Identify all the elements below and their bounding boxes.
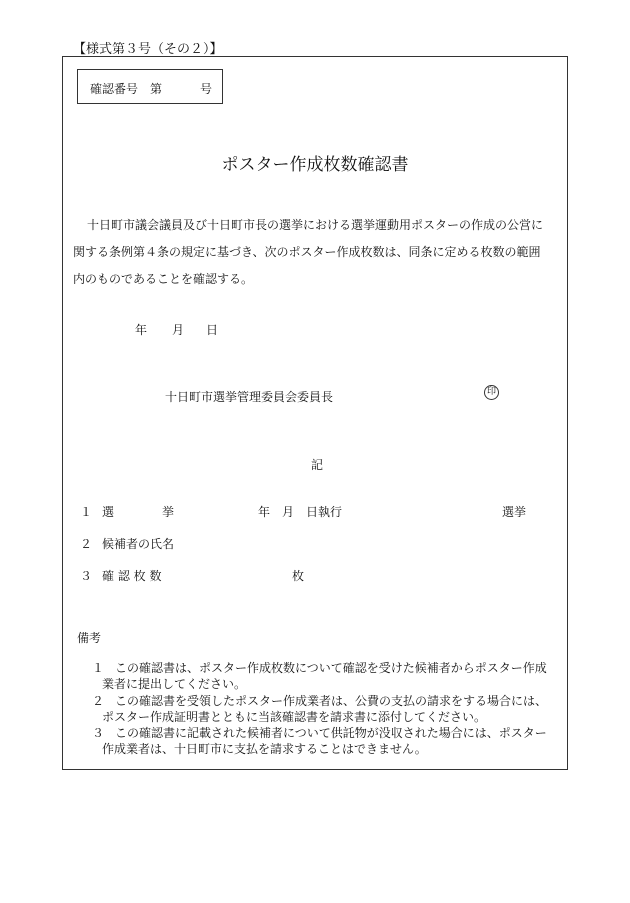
- sheet-count-unit: 枚: [292, 569, 305, 583]
- date-month-label: 月: [172, 323, 185, 337]
- remark-text: この確認書に記載された候補者について供託物が没収された場合には、ポスター: [115, 726, 547, 740]
- confirmation-number-label: 確認番号: [90, 82, 139, 96]
- seal-mark: 印: [484, 385, 499, 400]
- number-prefix: 第: [150, 82, 163, 96]
- election-date-label: 年 月 日執行: [258, 505, 343, 519]
- confirmation-number-box: [77, 69, 223, 104]
- confirmed-count-label: 確 認 枚 数: [102, 569, 162, 583]
- document-title: ポスター作成枚数確認書: [221, 155, 409, 175]
- number-suffix: 号: [200, 82, 213, 96]
- remark-text-continued: 業者に提出してください。: [102, 677, 247, 691]
- election-suffix: 選挙: [502, 505, 527, 519]
- committee-chair-title: 十日町市選挙管理委員会委員長: [165, 390, 334, 404]
- body-line: 内のものであることを確認する。: [73, 272, 254, 286]
- remark-text: この確認書は、ポスター作成枚数について確認を受けた候補者からポスター作成: [115, 661, 547, 675]
- ki-heading: 記: [311, 458, 324, 472]
- item-number: ２: [80, 537, 93, 551]
- candidate-name-label: 候補者の氏名: [102, 537, 175, 551]
- item-number: １: [80, 505, 93, 519]
- date-day-label: 日: [206, 323, 219, 337]
- form-number-label: 【様式第３号（その２）】: [73, 42, 223, 57]
- item-number: ３: [80, 569, 93, 583]
- remark-number: １: [92, 661, 105, 675]
- remark-text: この確認書を受領したポスター作成業者は、公費の支払の請求をする場合には、: [115, 694, 548, 708]
- date-year-label: 年: [135, 323, 148, 337]
- body-line: 十日町市議会議員及び十日町市長の選挙における選挙運動用ポスターの作成の公営に: [87, 218, 544, 232]
- remark-text-continued: 作成業者は、十日町市に支払を請求することはできません。: [102, 742, 427, 756]
- remark-text-continued: ポスター作成証明書とともに当該確認書を請求書に添付してください。: [102, 710, 487, 724]
- remark-number: ３: [92, 726, 105, 740]
- remarks-heading: 備考: [77, 631, 102, 645]
- election-label: 選 挙: [102, 505, 175, 519]
- body-line: 関する条例第４条の規定に基づき、次のポスター作成枚数は、同条に定める枚数の範囲: [73, 245, 541, 259]
- remark-number: ２: [92, 694, 105, 708]
- body-paragraph: [73, 212, 557, 293]
